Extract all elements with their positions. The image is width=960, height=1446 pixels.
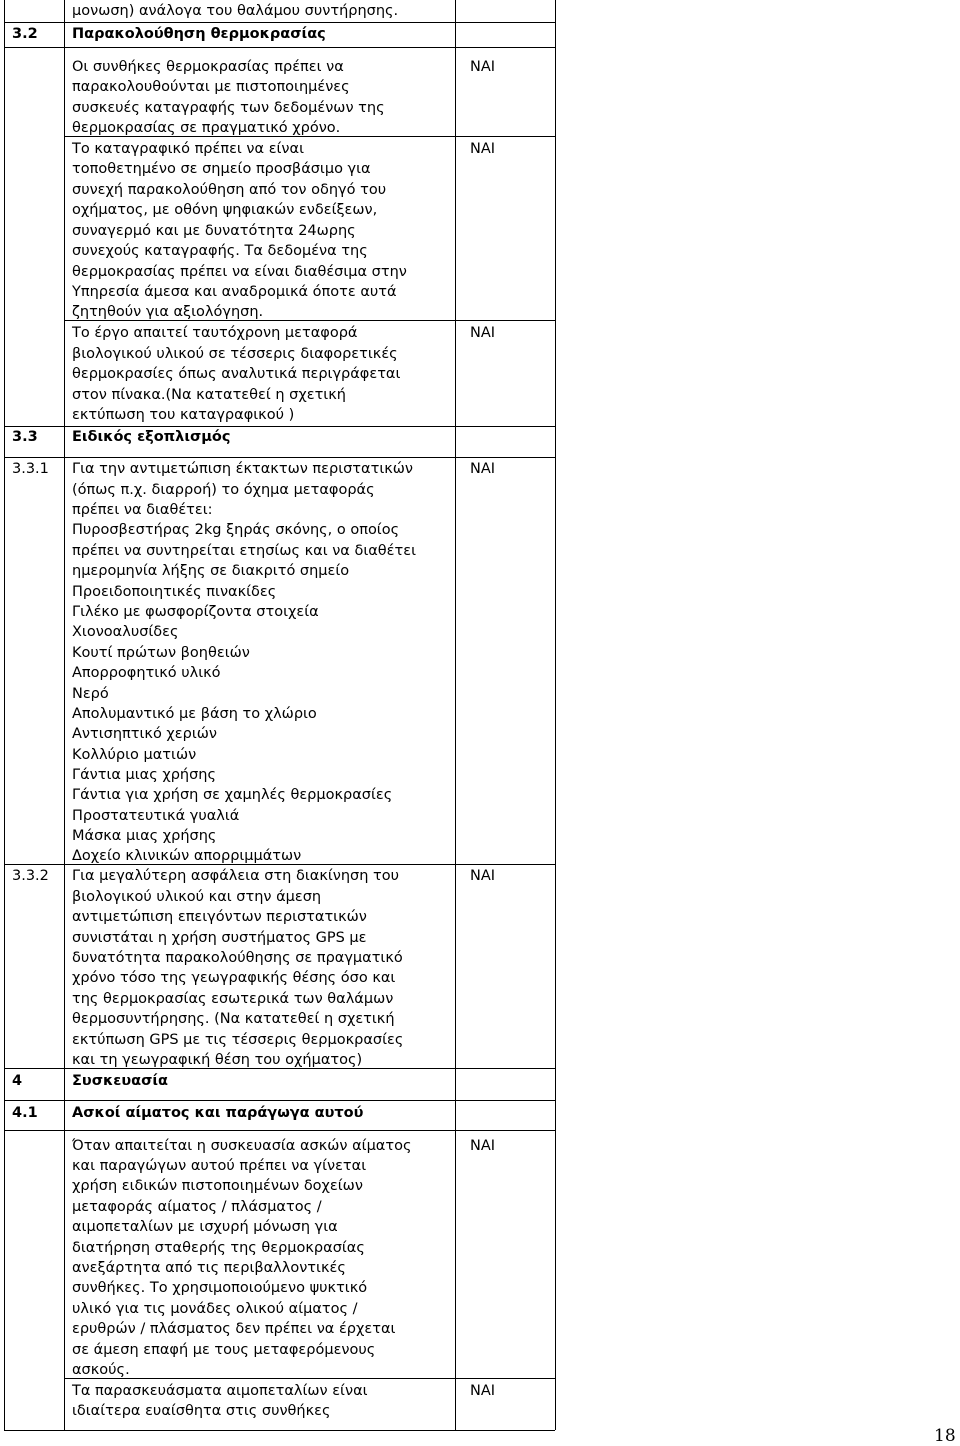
table-border-left — [4, 0, 5, 1430]
section-number-3-3: 3.3 — [12, 429, 38, 445]
column-divider-answer — [455, 0, 456, 1430]
list-item: Προειδοποιητικές πινακίδες — [72, 584, 277, 600]
table-border-bottom — [4, 1430, 555, 1431]
list-item: Δοχείο κλινικών απορριμμάτων — [72, 848, 302, 864]
list-item: Γάντια μιας χρήσης — [72, 767, 217, 783]
page-number: 18 — [934, 1426, 956, 1446]
column-divider-number — [64, 0, 65, 1430]
list-item: Αντισηπτικό χεριών — [72, 726, 217, 742]
answer-yes: ΝΑΙ — [470, 59, 496, 75]
section-number-4: 4 — [12, 1073, 23, 1089]
answer-yes: ΝΑΙ — [470, 141, 496, 157]
table-border-right — [555, 0, 556, 1430]
section-title-4: Συσκευασία — [72, 1073, 169, 1089]
continuation-text: μονωση) ανάλογα του θαλάμου συντήρησης. — [72, 3, 399, 19]
answer-yes: ΝΑΙ — [470, 461, 496, 477]
subsection-title-4-1: Ασκοί αίματος και παράγωγα αυτού — [72, 1105, 364, 1121]
list-item: Κολλύριο ματιών — [72, 747, 197, 763]
section-title-3-2: Παρακολούθηση θερμοκρασίας — [72, 26, 326, 42]
section-title-3-3: Ειδικός εξοπλισμός — [72, 429, 231, 445]
list-item: Απολυμαντικό με βάση το χλώριο — [72, 706, 317, 722]
row-divider — [4, 22, 555, 23]
subsection-number-3-3-2: 3.3.2 — [12, 868, 49, 884]
row-divider — [4, 47, 555, 48]
list-item: Χιονοαλυσίδες — [72, 624, 179, 640]
row-divider — [64, 1378, 555, 1379]
list-item: Νερό — [72, 686, 109, 702]
answer-yes: ΝΑΙ — [470, 1138, 496, 1154]
list-item: Κουτί πρώτων βοηθειών — [72, 645, 250, 661]
list-item: Γάντια για χρήση σε χαμηλές θερμοκρασίες — [72, 787, 393, 803]
list-item: Προστατευτικά γυαλιά — [72, 808, 240, 824]
list-item: Γιλέκο με φωσφορίζοντα στοιχεία — [72, 604, 319, 620]
answer-yes: ΝΑΙ — [470, 1383, 496, 1399]
answer-yes: ΝΑΙ — [470, 325, 496, 341]
row-divider — [4, 1100, 555, 1101]
list-item: Μάσκα μιας χρήσης — [72, 828, 217, 844]
row-divider — [4, 1130, 555, 1131]
section-number-3-2: 3.2 — [12, 26, 38, 42]
subsection-number-3-3-1: 3.3.1 — [12, 461, 49, 477]
list-item: Απορροφητικό υλικό — [72, 665, 221, 681]
subsection-number-4-1: 4.1 — [12, 1105, 38, 1121]
row-divider — [4, 457, 555, 458]
answer-yes: ΝΑΙ — [470, 868, 496, 884]
